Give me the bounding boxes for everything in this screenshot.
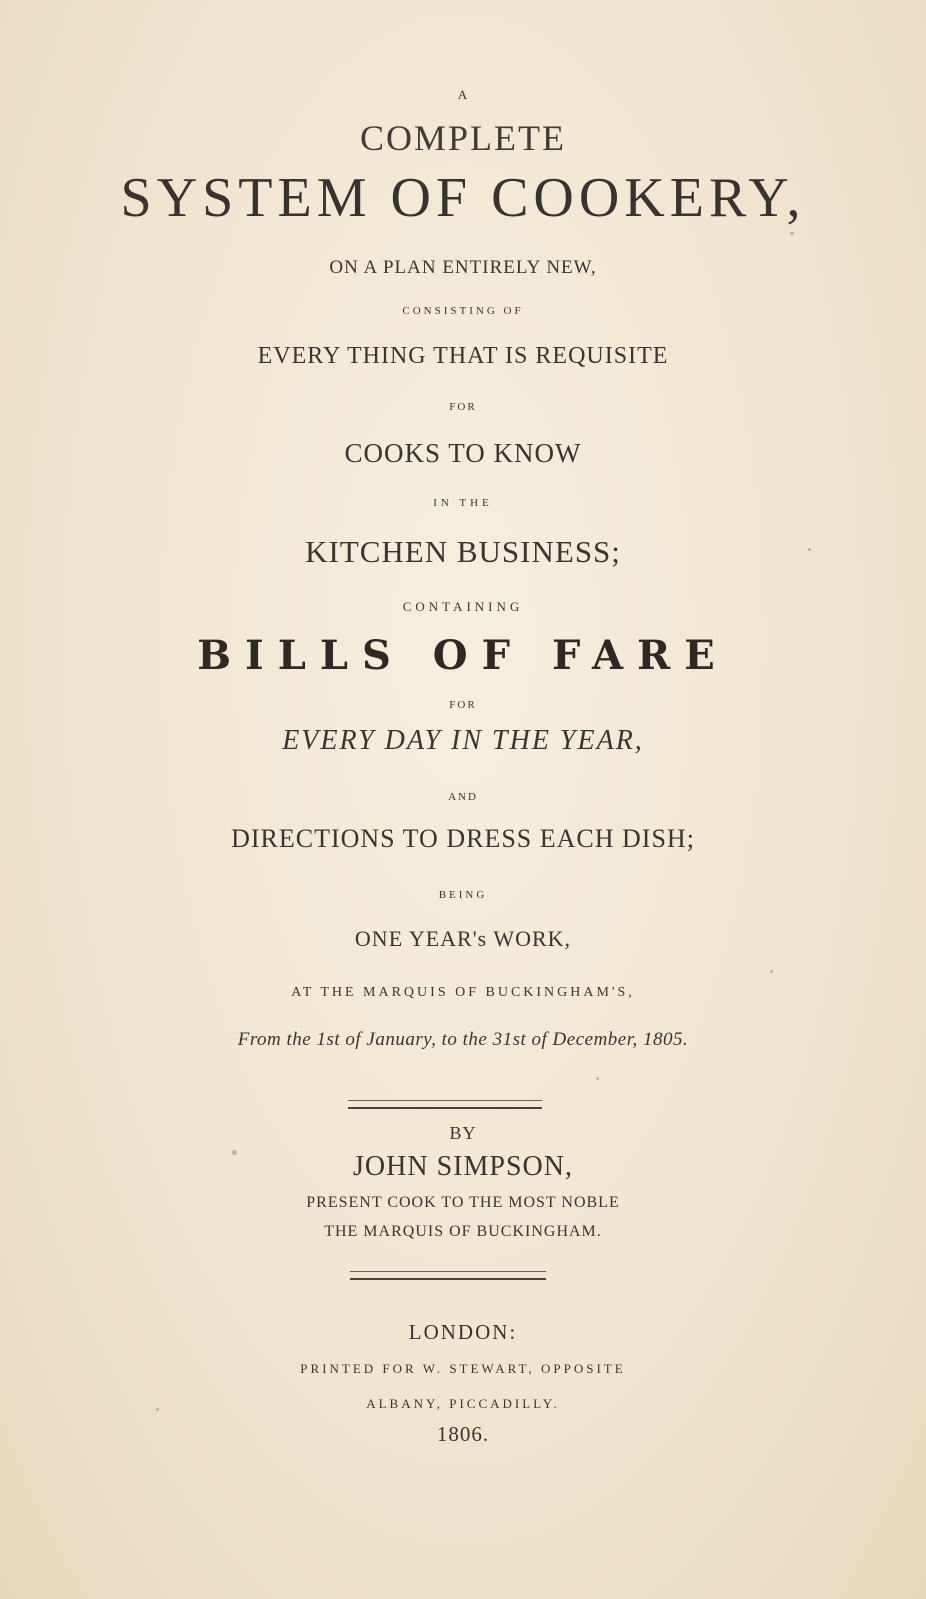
paper-speck xyxy=(232,1150,237,1155)
subtitle-kitchen-business: KITCHEN BUSINESS; xyxy=(305,534,621,569)
title-line-system-of-cookery: SYSTEM OF COOKERY, xyxy=(120,167,806,229)
author-name: JOHN SIMPSON, xyxy=(353,1151,573,1182)
paper-speck xyxy=(808,548,811,551)
connector-in-the: IN THE xyxy=(433,497,493,509)
title-line-complete: COMPLETE xyxy=(359,118,566,158)
connector-for: FOR xyxy=(449,401,477,413)
subtitle-directions: DIRECTIONS TO DRESS EACH DISH; xyxy=(231,824,695,853)
subtitle-every-thing: EVERY THING THAT IS REQUISITE xyxy=(257,343,669,369)
connector-containing: CONTAINING xyxy=(402,599,524,614)
subtitle-one-year-work: ONE YEAR's WORK, xyxy=(354,926,572,951)
author-by: BY xyxy=(449,1123,477,1143)
divider-rule xyxy=(350,1271,546,1280)
author-role-line-1: PRESENT COOK TO THE MOST NOBLE xyxy=(306,1194,620,1211)
connector-being: BEING xyxy=(438,889,488,901)
divider-rule xyxy=(348,1100,542,1109)
connector-and: AND xyxy=(448,791,478,803)
paper-speck xyxy=(790,232,794,235)
paper-speck xyxy=(156,1408,159,1411)
imprint-city: LONDON: xyxy=(408,1320,518,1344)
subtitle-cooks-to-know: COOKS TO KNOW xyxy=(344,438,582,468)
author-role-line-2: THE MARQUIS OF BUCKINGHAM. xyxy=(324,1223,602,1240)
connector-for-2: FOR xyxy=(449,699,477,711)
imprint-printer-line-2: ALBANY, PICCADILLY. xyxy=(366,1396,560,1411)
connector-consisting-of: CONSISTING OF xyxy=(402,305,524,317)
subtitle-date-range: From the 1st of January, to the 31st of December, 1805. xyxy=(237,1029,689,1050)
paper-speck xyxy=(596,1077,599,1080)
paper-speck xyxy=(770,970,773,973)
imprint-year: 1806. xyxy=(436,1422,490,1446)
subtitle-plan: ON A PLAN ENTIRELY NEW, xyxy=(329,257,597,278)
imprint-printer-line-1: PRINTED FOR W. STEWART, OPPOSITE xyxy=(300,1361,626,1376)
subtitle-every-day: EVERY DAY IN THE YEAR, xyxy=(282,725,644,756)
subtitle-at-marquis: AT THE MARQUIS OF BUCKINGHAM'S, xyxy=(291,985,635,1000)
subtitle-bills-of-fare: BILLS OF FARE xyxy=(197,632,729,679)
title-article: A xyxy=(457,87,469,102)
